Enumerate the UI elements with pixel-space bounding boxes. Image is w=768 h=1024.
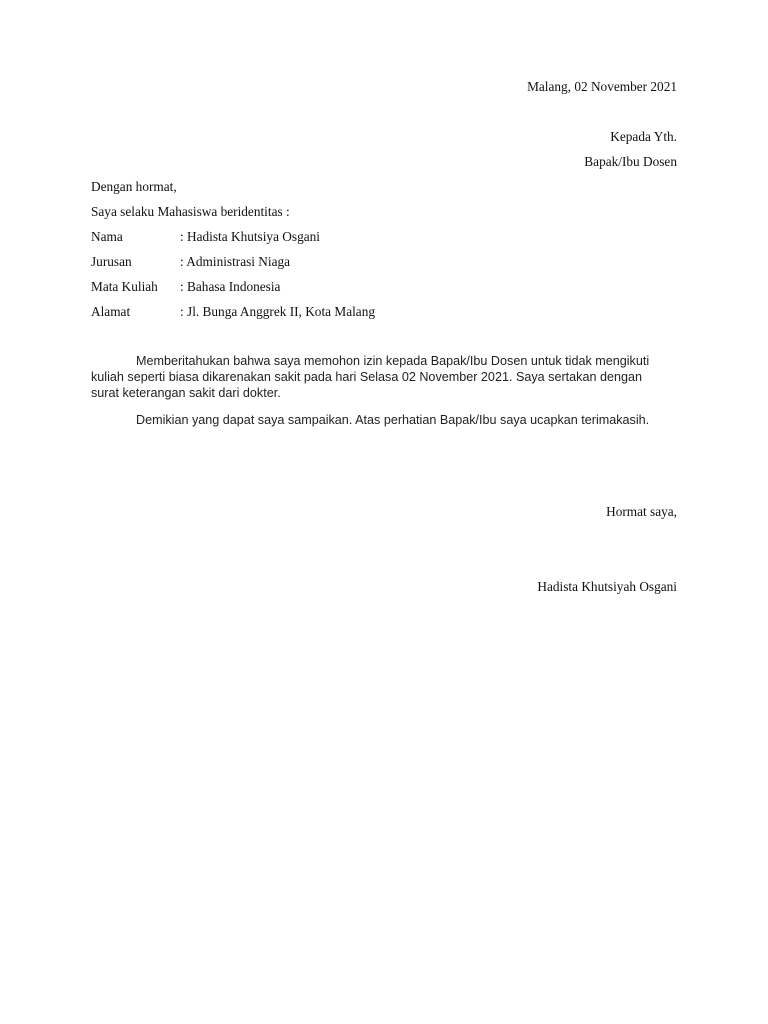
intro-line: Saya selaku Mahasiswa beridentitas : — [91, 204, 290, 219]
body-paragraph-1: Memberitahukan bahwa saya memohon izin kepada Bapak/Ibu Dosen untuk tidak mengikuti kuliah seperti biasa dikarenakan sakit pada hari Selasa 02 November 2021. Saya sertakan dengan surat keterangan sakit dari dokter. — [91, 354, 650, 400]
field-label-jurusan: Jurusan — [91, 254, 132, 269]
recipient-name: Bapak/Ibu Dosen — [584, 154, 677, 169]
recipient-title: Kepada Yth. — [610, 129, 677, 144]
field-label-mata-kuliah: Mata Kuliah — [91, 279, 158, 294]
date-line: Malang, 02 November 2021 — [527, 79, 677, 94]
field-value-mata-kuliah: : Bahasa Indonesia — [180, 279, 281, 294]
closing: Hormat saya, — [606, 504, 677, 519]
field-value-jurusan: : Administrasi Niaga — [180, 254, 291, 269]
signature-name: Hadista Khutsiyah Osgani — [537, 579, 677, 594]
field-label-alamat: Alamat — [91, 304, 131, 319]
greeting: Dengan hormat, — [91, 179, 177, 194]
field-value-nama: : Hadista Khutsiya Osgani — [180, 229, 320, 244]
field-value-alamat: : Jl. Bunga Anggrek II, Kota Malang — [180, 304, 375, 319]
body-paragraph-2: Demikian yang dapat saya sampaikan. Atas perhatian Bapak/Ibu saya ucapkan terimakasih. — [136, 413, 650, 427]
field-label-nama: Nama — [91, 229, 123, 244]
